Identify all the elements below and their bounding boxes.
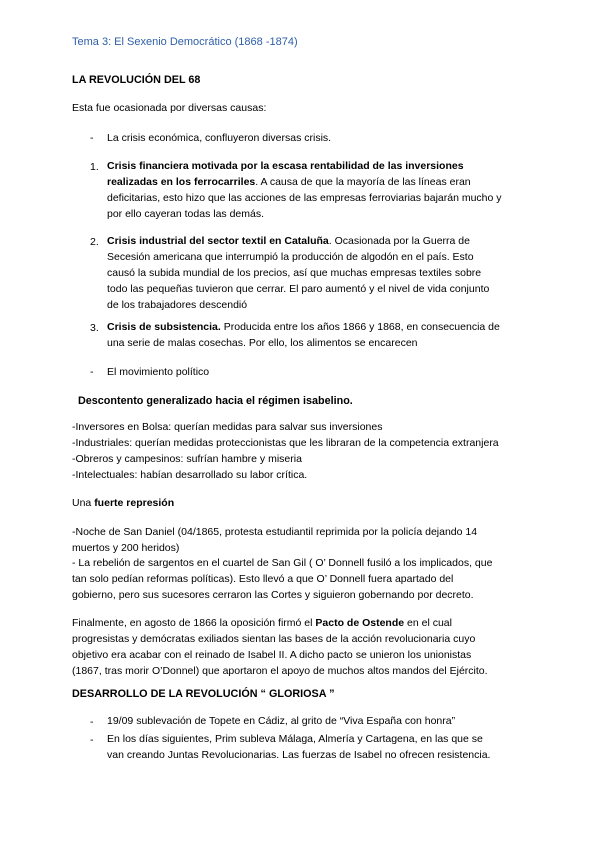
item2-line3: causó la subida mundial de los precios, así que muchas empresas textiles sobre [107,267,482,279]
group-item: -Inversores en Bolsa: querían medidas para salvar sus inversiones [72,421,383,433]
ostende-line4: (1867, tras morir O’Donnel) que aportaron el apoyo de muchos altos mandos del Ejército. [72,665,488,677]
ostende-line3: objetivo era acabar con el reinado de Isabel II. A dicho pacto se unieron los unionistas [72,649,472,661]
bullet-dash: - [90,734,94,746]
rebelion-line1: - La rebelión de sargentos en el cuartel de San Gil ( O’ Donnell fusiló a los implicados, que [72,557,493,569]
noche-san-daniel [72,524,477,556]
item2-bold: Crisis industrial del sector textil en Cataluña [107,235,329,247]
intro-paragraph: Esta fue ocasionada por diversas causas: [72,102,267,114]
item1-line3: deficitarias, esto hizo que las acciones de las empresas ferroviarias bajarán mucho y [107,192,502,204]
bullet-dash: - [90,716,94,728]
item1-number: 1. [90,161,99,173]
item2-line5: de los trabajadores descendió [107,299,248,311]
ostende-line1-post: en el cual [404,617,452,629]
item2-line1-rest: . Ocasionada por la Guerra de [328,235,470,247]
group-item: -Obreros y campesinos: sufrían hambre y miseria [72,453,302,465]
bullet-dash: - [90,366,94,378]
group-item: -Industriales: querían medidas proteccionistas que les libraran de la competencia extranjera [72,437,499,449]
represion-bold: fuerte represión [94,497,175,509]
item2-line4: todo las pequeñas tuvieron que cerrar. El paro aumentó y el nivel de vida conjunto [107,283,490,295]
item3-line2: una serie de malas cosechas. Por ello, los alimentos se encarecen [107,337,418,349]
item3-bold: Crisis de subsistencia. [107,321,221,333]
rebelion-line2: tan solo pedían reformas políticas). Esto llevó a que O’ Donnell fuera apartado del [72,573,454,585]
group-item: -Intelectuales: habían desarrollado su labor crítica. [72,469,308,481]
noche-line1: -Noche de San Daniel (04/1865, protesta estudiantil reprimida por la policía dejando 14 [72,526,478,538]
item2-crisis-industrial [107,233,489,313]
item1-line2-rest: . A causa de que la mayoría de las líneas eran [255,176,471,188]
item2-line2: Secesión americana que interrumpió la producción de algodón en el país. Esto [107,251,474,263]
bullet-movimiento-politico: El movimiento político [107,366,210,378]
rebelion-line3: gobierno, pero sus sucesores cerraron las Cortes y siguieron gobernando por decreto. [72,589,474,601]
document-header: Tema 3: El Sexenio Democrático (1868 -1874) [72,36,298,48]
section-title-revolucion: LA REVOLUCIÓN DEL 68 [72,74,201,86]
item3-line1-rest: Producida entre los años 1866 y 1868, en consecuencia de [220,321,500,333]
item1-line4: por ello cayeran todas las demás. [107,208,265,220]
section-title-desarrollo: DESARROLLO DE LA REVOLUCIÓN “ GLORIOSA ” [72,688,335,700]
ostende-line2: progresistas y demócratas exiliados sientan las bases de la acción revolucionaria cuyo [72,633,476,645]
desarrollo-item [107,731,490,763]
ostende-bold: Pacto de Ostende [315,617,405,629]
groups-list [72,419,499,483]
ostende-line1-pre: Finalmente, en agosto de 1866 la oposición firmó el [72,617,316,629]
noche-line2: muertos y 200 heridos) [72,542,180,554]
item3-number: 3. [90,322,99,334]
descontento-heading: Descontento generalizado hacia el régimen isabelino. [78,395,353,407]
bullet-dash: - [90,132,94,144]
bullet-crisis-economica: La crisis económica, confluyeron diversas crisis. [107,132,332,144]
pacto-ostende-paragraph [72,615,488,679]
desarrollo-line: 19/09 sublevación de Topete en Cádiz, al grito de “Viva España con honra” [107,715,456,727]
item1-crisis-financiera [107,158,502,222]
desarrollo-line: En los días siguientes, Prim subleva Málaga, Almería y Cartagena, en las que se [107,733,483,745]
represion-prefix: Una [72,497,95,509]
item1-bold-line1: Crisis financiera motivada por la escasa rentabilidad de las inversiones [107,160,464,172]
desarrollo-line: van creando Juntas Revolucionarias. Las fuerzas de Isabel no ofrecen resistencia. [107,749,491,761]
item2-number: 2. [90,236,99,248]
represion-heading [72,497,174,509]
item1-bold-line2: realizadas en los ferrocarriles [107,176,256,188]
desarrollo-item [107,713,455,729]
item3-crisis-subsistencia [107,319,500,351]
rebelion-sargentos [72,555,492,603]
